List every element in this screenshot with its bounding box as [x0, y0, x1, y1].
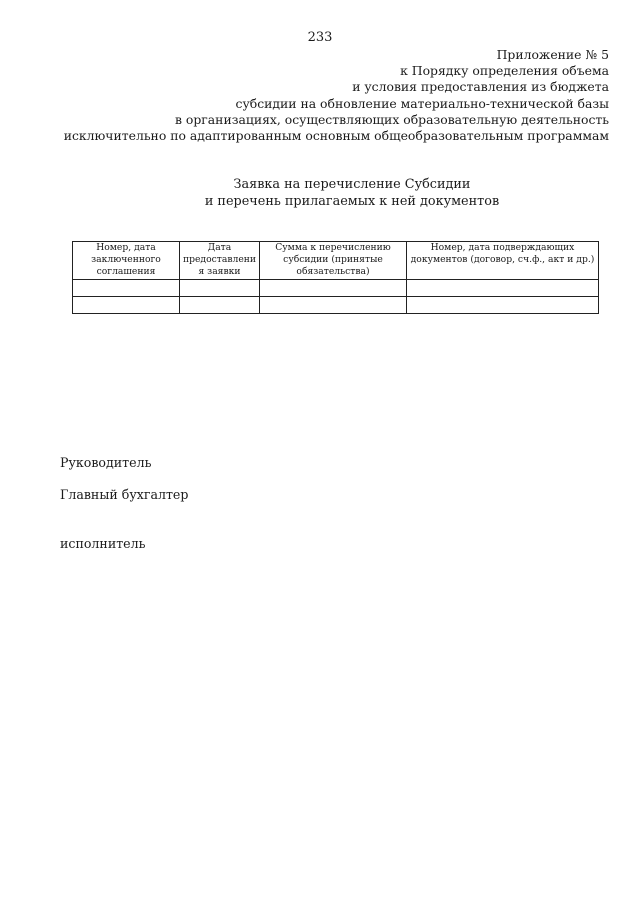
table-header-documents: Номер, дата подверждающих документов (договор, сч.ф., акт и др.): [407, 242, 599, 280]
document-title-line: и перечень прилагаемых к ней документов: [204, 193, 500, 209]
annex-line: в организациях, осуществляющих образовательную деятельность: [175, 111, 609, 127]
table-cell: [260, 297, 407, 314]
page-number: 233: [307, 30, 333, 45]
annex-line: к Порядку определения объема: [400, 63, 609, 79]
table-cell: [407, 280, 599, 297]
table-row: [73, 280, 599, 297]
table-cell: [73, 280, 180, 297]
table-cell: [73, 297, 180, 314]
table-cell: [407, 297, 599, 314]
annex-line: и условия предоставления из бюджета: [352, 79, 609, 95]
annex-line: субсидии на обновление материально-технической базы: [235, 95, 609, 111]
table-header-request-date: Дата предоставлени я заявки: [180, 242, 260, 280]
signature-executor: исполнитель: [60, 536, 146, 551]
table-header-row: [73, 242, 599, 280]
table-header-agreement: Номер, дата заключенного соглашения: [73, 242, 180, 280]
document-title: [0, 177, 640, 210]
table-cell: [260, 280, 407, 297]
signature-head: Руководитель: [60, 455, 152, 470]
table-row: [73, 297, 599, 314]
table-cell: [180, 280, 260, 297]
annex-line: исключительно по адаптированным основным общеобразовательным программам: [63, 128, 609, 144]
request-table: [72, 241, 599, 314]
table-cell: [180, 297, 260, 314]
annex-line: Приложение № 5: [496, 47, 609, 62]
table-header-amount: Сумма к перечислению субсидии (принятые обязательства): [260, 242, 407, 280]
signature-accountant: Главный бухгалтер: [60, 487, 189, 502]
document-title-line: Заявка на перечисление Субсидии: [233, 177, 471, 192]
annex-heading: [49, 47, 609, 144]
